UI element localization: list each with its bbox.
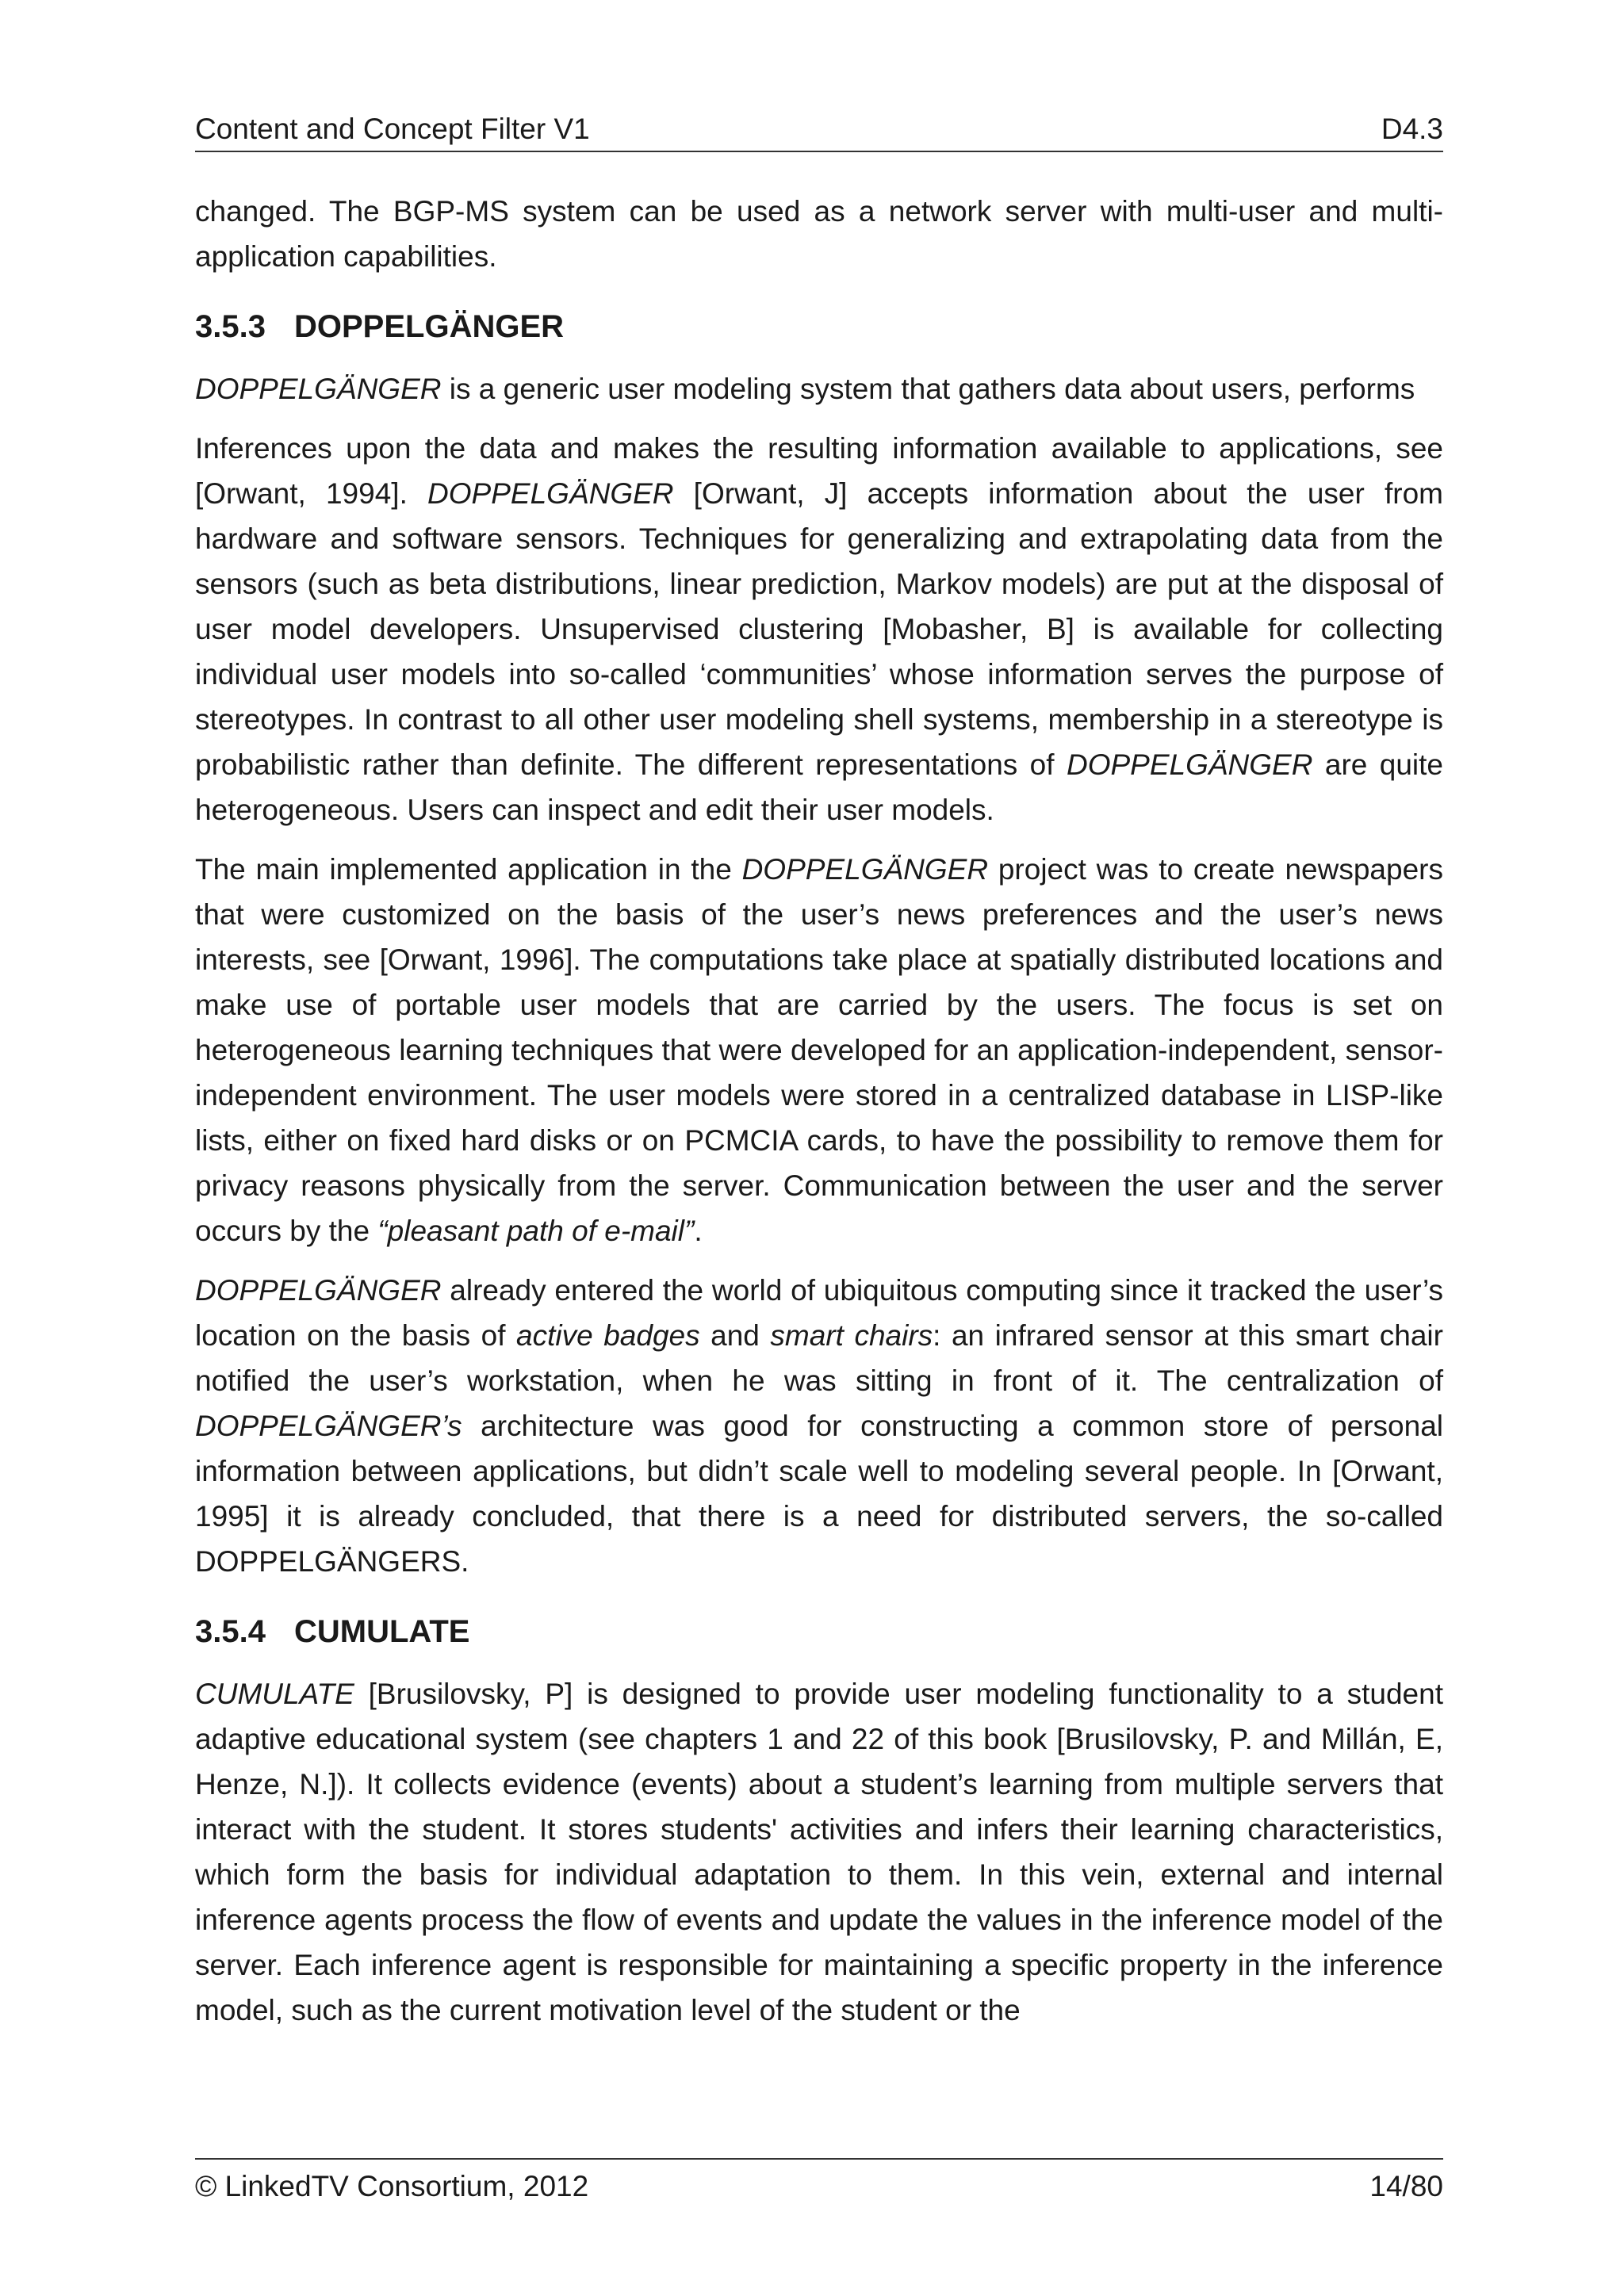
paragraph-text: .	[694, 1215, 703, 1247]
system-name: DOPPELGÄNGER	[427, 477, 674, 510]
section-heading-3-5-3	[195, 306, 1443, 347]
term: smart chairs	[770, 1319, 933, 1352]
page-header	[195, 111, 1443, 152]
paragraph-text: are quite heterogeneous. Users can inspect and edit their user models.	[195, 748, 1443, 826]
section-number: 3.5.3	[195, 309, 266, 344]
paragraph-text: [Orwant, J] accepts information about the user from hardware and software sensors. Techniques for generalizing and extrapolating data from the sensors (such as beta distributions, linear prediction, Markov models) are put at the disposal of user model developers. Unsupervised clustering [Mobasher, B] is available for collecting individual user models into so-called ‘communities’ whose information serves the purpose of stereotypes. In contrast to all other user modeling shell systems, membership in a stereotype is probabilistic rather than definite. The different representations of	[195, 477, 1443, 781]
paragraph-text: Inferences upon the data and makes the resulting information available to applications, see [Orwant, 1994].	[195, 432, 1443, 510]
paragraph-text: The main implemented application in the	[195, 853, 742, 886]
system-name: DOPPELGÄNGER	[1066, 748, 1313, 781]
page-number: 14/80	[1369, 2170, 1443, 2202]
intro-paragraph: changed. The BGP-MS system can be used as a network server with multi-user and multi-application capabilities.	[195, 195, 1443, 273]
document-body	[195, 189, 1443, 2047]
header-title: Content and Concept Filter V1	[195, 113, 590, 145]
section-heading-3-5-4	[195, 1611, 1443, 1652]
paragraph	[195, 1268, 1443, 1584]
page-footer	[195, 2158, 1443, 2206]
paragraph	[195, 426, 1443, 832]
term: active badges	[516, 1319, 700, 1352]
header-doc-id: D4.3	[1381, 113, 1443, 145]
system-name: DOPPELGÄNGER	[195, 1274, 442, 1307]
paragraph-text: [Brusilovsky, P] is designed to provide user modeling functionality to a student adaptive educational system (see chapters 1 and 22 of this book [Brusilovsky, P. and Millán, E, Henze, N.]). It collects evidence (events) about a student’s learning from multiple servers that interact with the student. It stores students' activities and infers their learning characteristics, which form the basis for individual adaptation to them. In this vein, external and internal inference agents process the flow of events and update the values in the inference model of the server. Each inference agent is responsible for maintaining a specific property in the inference model, such as the current motivation level of the student or the	[195, 1678, 1443, 2026]
section-number: 3.5.4	[195, 1614, 266, 1649]
paragraph-text: : an infrared sensor at this smart chair notified the user’s workstation, when he was sitting in front of it. The centralization of	[195, 1319, 1443, 1397]
system-name: CUMULATE	[195, 1678, 354, 1710]
paragraph-text: architecture was good for constructing a common store of personal information between applications, but didn’t scale well to modeling several people. In [Orwant, 1995] it is already concluded, that there is a need for distributed servers, the so-called DOPPELGÄNGERS.	[195, 1410, 1443, 1578]
system-name: DOPPELGÄNGER’s	[195, 1410, 462, 1442]
quote: “pleasant path of e-mail”	[377, 1215, 695, 1247]
section-title: CUMULATE	[294, 1614, 470, 1649]
paragraph-text: already entered the world of ubiquitous computing since it tracked the user’s location on the basis of	[195, 1274, 1443, 1352]
system-name: DOPPELGÄNGER	[195, 373, 442, 405]
footer-copyright: © LinkedTV Consortium, 2012	[195, 2170, 589, 2202]
system-name: DOPPELGÄNGER	[741, 853, 989, 886]
paragraph-text: project was to create newspapers that were customized on the basis of the user’s news preferences and the user’s news interests, see [Orwant, 1996]. The computations take place at spatially distributed locations and make use of portable user models that are carried by the users. The focus is set on heterogeneous learning techniques that were developed for an application-independent, sensor-independent environment. The user models were stored in a centralized database in LISP-like lists, either on fixed hard disks or on PCMCIA cards, to have the possibility to remove them for privacy reasons physically from the server. Communication between the user and the server occurs by the	[195, 853, 1443, 1247]
paragraph-text: is a generic user modeling system that gathers data about users, performs	[441, 373, 1415, 405]
section-title: DOPPELGÄNGER	[294, 309, 565, 344]
paragraph	[195, 847, 1443, 1253]
paragraph-text: and	[699, 1319, 771, 1352]
paragraph	[195, 366, 1443, 411]
paragraph	[195, 1671, 1443, 2033]
